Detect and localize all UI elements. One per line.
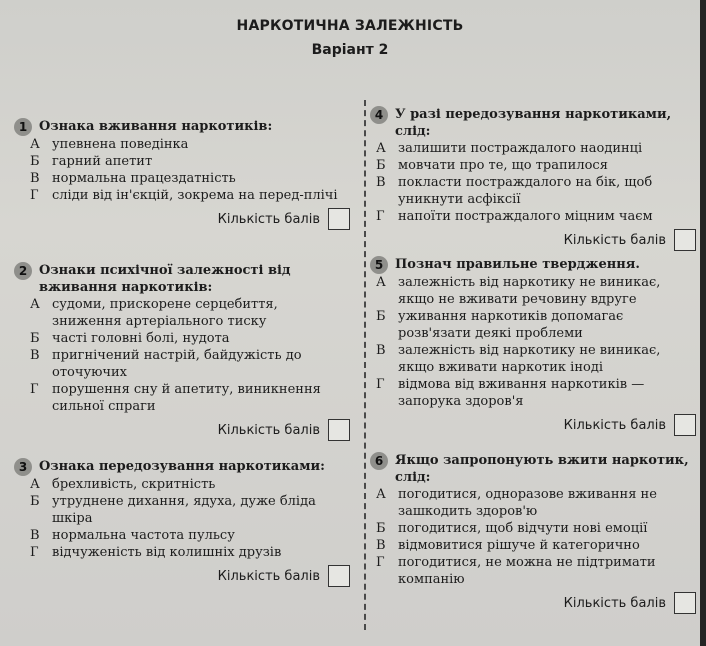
answer-option[interactable]: Г відчуженість від колишніх друзів <box>30 545 282 560</box>
page-title: НАРКОТИЧНА ЗАЛЕЖНІСТЬ <box>236 18 464 34</box>
answer-option[interactable]: Б мовчати про те, що трапилося <box>376 158 608 173</box>
answer-option[interactable]: Г відмова від вживання наркотиків — запорука здоров'я <box>376 377 645 409</box>
score-box[interactable] <box>328 565 350 587</box>
answer-option[interactable]: А упевнена поведінка <box>30 137 189 152</box>
question-number-badge: 6 <box>370 452 388 470</box>
question-1 <box>14 118 350 230</box>
score-label: Кількість балів <box>563 595 666 611</box>
score-label: Кількість балів <box>563 232 666 248</box>
question-number-badge: 3 <box>14 458 32 476</box>
question-6 <box>370 452 696 614</box>
question-number-badge: 5 <box>370 256 388 274</box>
question-3 <box>14 458 350 587</box>
answer-option[interactable]: Г погодитися, не можна не підтримати компанію <box>376 555 656 587</box>
question-text: Ознаки психічної залежності від вживання наркотиків: <box>39 263 291 295</box>
answer-option[interactable]: Б погодитися, щоб відчути нові емоції <box>376 521 648 536</box>
answer-option[interactable]: Г напоїти постраждалого міцним чаєм <box>376 209 653 224</box>
answer-option[interactable]: В нормальна працездатність <box>30 171 236 186</box>
score-box[interactable] <box>674 592 696 614</box>
page-edge-shadow <box>700 0 706 646</box>
answer-option[interactable]: В покласти постраждалого на бік, щоб уникнути асфіксії <box>376 175 653 207</box>
question-number-badge: 4 <box>370 106 388 124</box>
question-number-badge: 1 <box>14 118 32 136</box>
answer-option[interactable]: Б гарний апетит <box>30 154 153 169</box>
answer-option[interactable]: А залежність від наркотику не виникає, якщо не вживати речовину вдруге <box>376 275 661 307</box>
score-box[interactable] <box>674 229 696 251</box>
variant-label: Варіант 2 <box>311 42 389 58</box>
answer-option[interactable]: А судоми, прискорене серцебиття, зниження артеріального тиску <box>30 297 278 329</box>
answer-option[interactable]: В пригнічений настрій, байдужість до оточуючих <box>30 348 302 380</box>
score-box[interactable] <box>328 419 350 441</box>
question-number-badge: 2 <box>14 262 32 280</box>
question-text: Ознака вживання наркотиків: <box>39 119 273 134</box>
question-text: У разі передозування наркотиками, слід: <box>395 107 672 139</box>
answer-option[interactable]: В залежність від наркотику не виникає, якщо вживати наркотик іноді <box>376 343 661 375</box>
answer-option[interactable]: В відмовитися рішуче й категорично <box>376 538 640 553</box>
answer-option[interactable]: Г порушення сну й апетиту, виникнення сильної спраги <box>30 382 321 414</box>
score-label: Кількість балів <box>563 417 666 433</box>
score-box[interactable] <box>674 414 696 436</box>
answer-option[interactable]: Б утруднене дихання, ядуха, дуже бліда шкіра <box>30 494 316 526</box>
answer-option[interactable]: Б уживання наркотиків допомагає розв'язати деякі проблеми <box>376 309 624 341</box>
score-label: Кількість балів <box>217 211 320 227</box>
answer-option[interactable]: В нормальна частота пульсу <box>30 528 235 543</box>
answer-option[interactable]: А брехливість, скритність <box>30 477 216 492</box>
question-text: Ознака передозування наркотиками: <box>39 459 325 474</box>
answer-option[interactable]: А залишити постраждалого наодинці <box>376 141 643 156</box>
column-divider <box>364 100 366 630</box>
score-label: Кількість балів <box>217 568 320 584</box>
question-2 <box>14 262 350 441</box>
question-5 <box>370 256 696 436</box>
score-label: Кількість балів <box>217 422 320 438</box>
question-4 <box>370 106 696 251</box>
answer-option[interactable]: А погодитися, одноразове вживання не зашкодить здоров'ю <box>376 487 657 519</box>
score-box[interactable] <box>328 208 350 230</box>
answer-option[interactable]: Г сліди від ін'єкцій, зокрема на перед-плічі <box>30 188 338 203</box>
question-text: Якщо запропонують вжити наркотик, слід: <box>395 453 689 485</box>
question-text: Познач правильне твердження. <box>395 257 640 272</box>
answer-option[interactable]: Б часті головні болі, нудота <box>30 331 230 346</box>
